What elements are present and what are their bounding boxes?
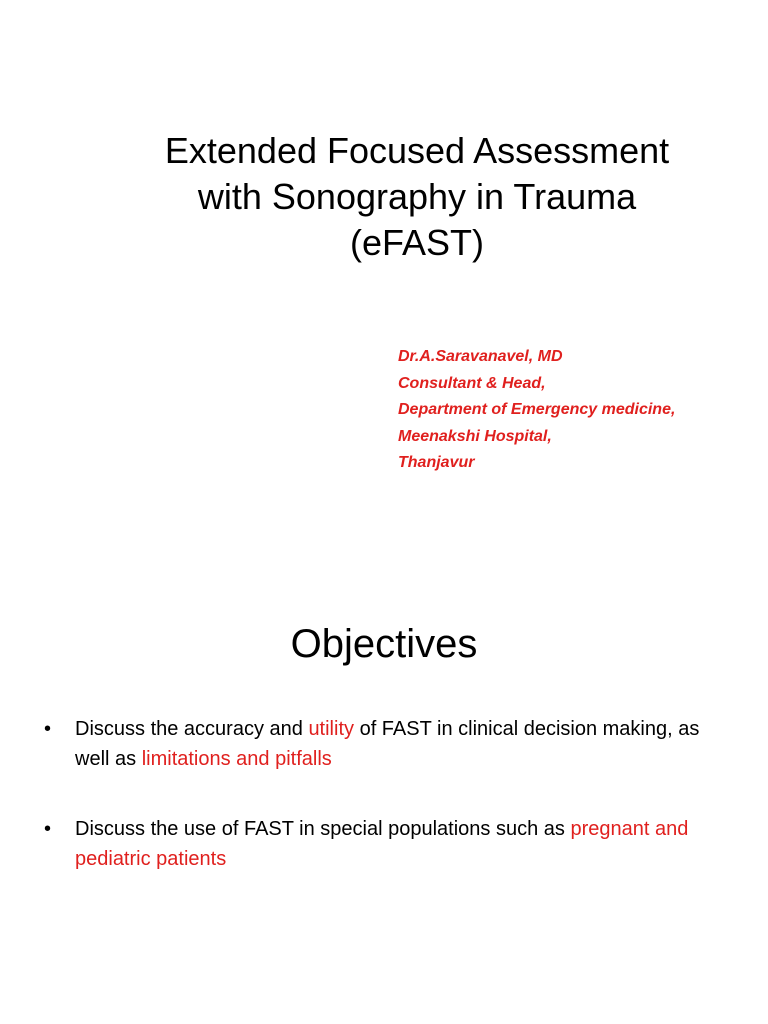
objective-highlight: utility: [308, 718, 355, 740]
bullet-icon: •: [44, 818, 52, 840]
title-line: Extended Focused Assessment: [164, 130, 670, 171]
objectives-list: [44, 714, 734, 914]
author-role: Consultant & Head,: [398, 374, 546, 392]
title-line: (eFAST): [349, 222, 484, 263]
author-department: Department of Emergency medicine,: [398, 401, 676, 418]
objective-text: of FAST in clinical decision making, as well as: [75, 718, 700, 770]
author-hospital: Meenakshi Hospital,: [398, 427, 552, 445]
author-name: Dr.A.Saravanavel, MD: [398, 348, 563, 365]
objective-text: Discuss the use of FAST in special populations such as: [75, 818, 571, 840]
bullet-icon: •: [44, 718, 52, 740]
objective-text: Discuss the accuracy and: [75, 718, 309, 740]
objective-highlight: pregnant and pediatric patients: [75, 818, 689, 870]
presentation-title: [90, 128, 744, 266]
author-city: Thanjavur: [398, 454, 475, 471]
author-block: [398, 344, 675, 477]
objective-item: [44, 714, 734, 774]
objectives-title: Objectives: [290, 622, 478, 666]
objective-item: [44, 814, 734, 874]
objective-highlight: limitations and pitfalls: [141, 748, 332, 770]
title-line: with Sonography in Trauma: [197, 176, 637, 217]
objectives-slide: [0, 590, 768, 1024]
